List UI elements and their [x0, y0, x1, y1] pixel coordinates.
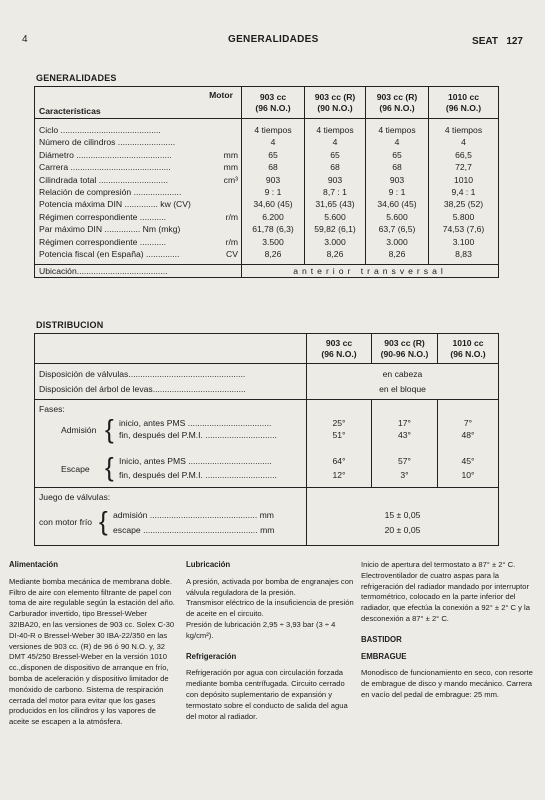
juego-cell [35, 488, 307, 546]
disposicion-values [307, 364, 499, 400]
fases-column: 17° 43° 57° 3° [372, 400, 438, 488]
escape-fin-label: fin, después del P.M.I. .............................. [119, 470, 277, 480]
distribucion-corner [35, 334, 307, 364]
admision-label: Admisión [61, 425, 97, 435]
juego-label: Juego de válvulas: [39, 492, 111, 502]
caracteristicas-label: Características [39, 106, 101, 116]
embrague-body: Monodisco de funcionamiento en seco, con resorte de embrague de disco y mando mecánico. Carrera en vacío del pedal de embrague: 25 mm. [361, 668, 533, 699]
fases-label: Fases: [39, 404, 65, 414]
ubicacion-label: Ubicación...................................... [35, 265, 242, 278]
column-values: 4 tiempos 4 65 68 903 8,7 : 1 31,65 (43) 5.600 59,82 (6,1) 3.000 8,26 [305, 119, 366, 265]
column-header: 903 cc (96 N.O.) [242, 87, 305, 119]
disposicion-arbol-label: Disposición del árbol de levas....................................... [39, 383, 246, 394]
lubricacion-p1: A presión, activada por bomba de engranajes con válvula reguladora de la presión. [186, 576, 354, 597]
motor-header-cell [35, 87, 242, 119]
escape-label: Escape [61, 464, 90, 474]
page-index: 4 [22, 34, 28, 45]
row-label: Carrera .......................................... mm [39, 162, 238, 173]
fases-cell [35, 400, 307, 488]
motor-label: Motor [209, 90, 233, 100]
column-header: 903 cc (R) (90 N.O.) [305, 87, 366, 119]
brand-name: SEAT [472, 36, 498, 47]
juego-admision-value: 15 ± 0,05 [384, 510, 421, 520]
column-values: 4 tiempos 4 66,5 72,7 1010 9,4 : 1 38,25 (52) 5.800 74,53 (7,6) 3.100 8,83 [429, 119, 499, 265]
alimentacion-title: Alimentación [9, 560, 58, 569]
row-label: Cilindrada total ............................. cm³ [39, 174, 238, 185]
page-header-right [472, 36, 523, 47]
characteristics-labels [35, 119, 242, 265]
admision-juego-label: admisión ............................................. mm [113, 510, 274, 520]
row-label: Ciclo .......................................... [39, 125, 161, 135]
juego-escape-value: 20 ± 0,05 [384, 525, 421, 535]
column-values: 4 tiempos 4 65 68 903 9 : 1 34,60 (45) 5.600 63,7 (6,5) 3.000 8,26 [366, 119, 429, 265]
alimentacion-column [9, 560, 175, 728]
generalidades-title: GENERALIDADES [36, 73, 117, 83]
en-cabeza-value: en cabeza [382, 368, 423, 379]
row-label: Número de cilindros ........................ [39, 137, 176, 148]
distribucion-table [34, 333, 499, 546]
row-label: Potencia máxima DIN .............. kw (CV) [39, 199, 191, 210]
escape-juego-label: escape ................................................ mm [113, 525, 275, 535]
termostato-p1: Inicio de apertura del termostato a 87° ± 2° C. [361, 560, 516, 569]
refrigeracion-body: Refrigeración por agua con circulación forzada mediante bomba centrífugada. Circuito cerrado con depósito suplementario de expansión y termostato sobre el conducto de salida del agua del motor al radiador. [186, 668, 348, 721]
termostato-column [361, 560, 533, 701]
admision-fin-label: fin, después del P.M.I. .............................. [119, 430, 277, 440]
column-values: 4 tiempos 4 65 68 903 9 : 1 34,60 (45) 6.200 61,78 (6,3) 3.500 8,26 [242, 119, 305, 265]
row-label: Par máximo DIN ............... Nm (mkg) [39, 224, 181, 235]
row-label: Régimen correspondiente ........... r/m [39, 211, 238, 222]
row-label: Relación de compresión .................... [39, 186, 182, 197]
embrague-title: EMBRAGUE [361, 651, 407, 661]
column-header: 903 cc (96 N.O.) [307, 334, 372, 364]
column-header: 1010 cc (96 N.O.) [438, 334, 499, 364]
column-header: 1010 cc (96 N.O.) [429, 87, 499, 119]
disposicion-labels [35, 364, 307, 400]
brace-icon: { [105, 452, 114, 482]
ubicacion-value: anterior transversal [242, 265, 499, 278]
lubricacion-p3: Presión de lubricación 2,95 ÷ 3,93 bar (3 ÷ 4 kg/cm²). [186, 619, 336, 640]
column-header: 903 cc (R) (96 N.O.) [366, 87, 429, 119]
brace-icon: { [99, 506, 108, 536]
row-label: Régimen correspondiente ........... r/m [39, 236, 238, 247]
lubricacion-column [186, 560, 354, 722]
brace-icon: { [105, 414, 114, 444]
row-label: Potencia fiscal (en España) .............. CV [39, 248, 238, 259]
escape-inicio-label: Inicio, antes PMS ................................... [119, 456, 272, 466]
juego-values [307, 488, 499, 546]
page-title: GENERALIDADES [228, 34, 319, 45]
disposicion-valvulas-label: Disposición de válvulas................................................. [39, 368, 246, 379]
generalidades-table [34, 86, 499, 278]
distribucion-title: DISTRIBUCION [36, 320, 104, 330]
page-number: 127 [506, 36, 523, 47]
alimentacion-body: Mediante bomba mecánica de membrana doble. Filtro de aire con elemento filtrante de papel con toma de aire regulable según la estación del año. Carburador invertido, tipo Bressel-Weber 32IBA20, en las versiones de 903 cc. Solex C-30 DI-40-R o Bressel-Weber 30 IBA-22/350 en las versiones de 903 cc. (R) de 96 ó 90 N.O. y, 32 DMT 45/250 Bressel-Weber en la versión 1010 cc.,disponen de dispositivo de arranque en frío, bomba de aceleración y dispositivo limitador de monóxido de carbono. Sistema de respiración cerrada del motor para evitar que los gases producidos en los cilindros y los vapores de aceite se escapen a la atmósfera. [9, 576, 175, 727]
fases-column: 25° 51° 64° 12° [307, 400, 372, 488]
bastidor-title: BASTIDOR [361, 634, 402, 644]
motor-frio-label: con motor frío [39, 517, 93, 527]
admision-inicio-label: inicio, antes PMS ................................... [119, 418, 272, 428]
fases-column: 7° 48° 45° 10° [438, 400, 499, 488]
en-bloque-value: en el bloque [379, 383, 426, 394]
column-header: 903 cc (R) (90-96 N.O.) [372, 334, 438, 364]
termostato-p2: Electroventilador de cuatro aspas para la refrigeración del radiador mandado por interruptor termométrico, colocado en la parte inferior del radiador, que efectúa la conexión a 92° ± 2° C y la desconexión a 87° ± 2° C. [361, 570, 530, 623]
lubricacion-p2: Transmisor eléctrico de la insuficiencia de presión de aceite en el circuito. [186, 598, 354, 619]
lubricacion-title: Lubricación [186, 560, 231, 569]
row-label: Diámetro ........................................ mm [39, 149, 238, 160]
refrigeracion-title: Refrigeración [186, 651, 237, 661]
